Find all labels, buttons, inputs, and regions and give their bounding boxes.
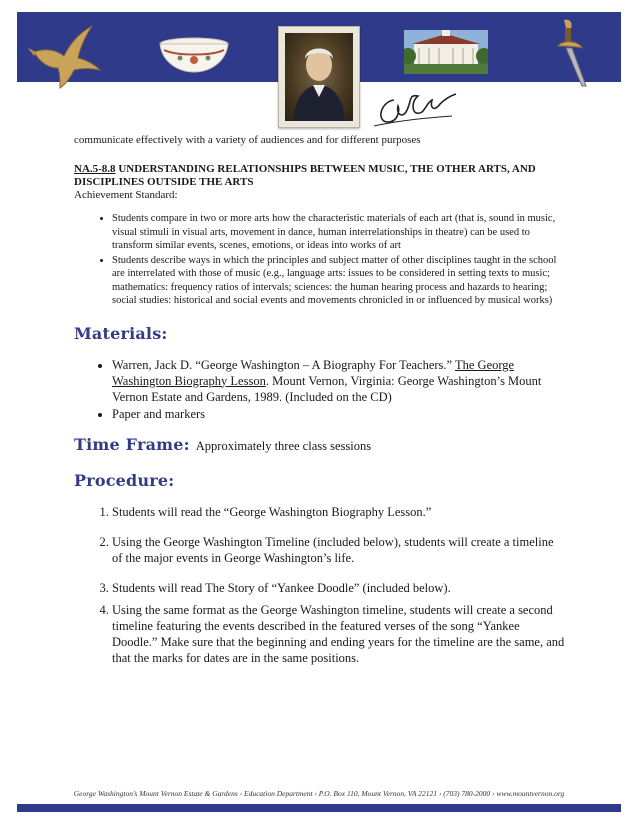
materials-text: . Mount Vernon, Virginia: George Washington’s Mount Vernon Estate and Gardens, 1989. (Included on the CD): [112, 373, 542, 404]
list-item: • Paper and markers: [112, 406, 566, 422]
procedure-heading: Procedure:: [74, 470, 175, 490]
sword-icon: [552, 16, 592, 88]
list-item: 3. Students will read The Story of “Yankee Doodle” (included below).: [112, 580, 566, 596]
list-item: 4. Using the same format as the George Washington timeline, students will create a second timeline featuring the events described in the featured verses of the song “Yankee Doodle.” Make sure that the beginning and ending years for the timeline are the same, and that the marks for dates are in the same positions.: [112, 602, 566, 666]
list-item: 1. Students will read the “George Washington Biography Lesson.”: [112, 504, 566, 520]
list-item: • Students describe ways in which the principles and subject matter of other disciplines taught in the school are interrelated with those of music (e.g., language arts: issues to be considered in setting texts to music; mathematics: frequency ratios of intervals; sciences: the human hearing process and hazards to hearing; social studies: historical and social events and movements chronicled in or influenced by musical works): [112, 254, 566, 308]
intro-line: communicate effectively with a variety of audiences and for different purposes: [74, 134, 421, 146]
procedure-list: [74, 504, 566, 666]
materials-link[interactable]: The George Washington Biography Lesson: [112, 357, 515, 388]
list-item: • Students compare in two or more arts how the characteristic materials of each art (that is, sound in music, visual stimuli in visual arts, movement in dance, human interrelationships in theatre) can be used to transform similar events, scenes, emotions, or ideas into works of art: [112, 212, 566, 253]
porcelain-bowl-icon: [156, 36, 232, 76]
page-content: [74, 134, 566, 666]
standard-list: [74, 212, 566, 308]
standard-heading: [74, 163, 566, 189]
footer-band: [17, 804, 621, 812]
standard-code: NA.5-8.8: [74, 163, 116, 175]
list-item: 2. Using the George Washington Timeline (included below), students will create a timeline of the major events in George Washington’s life.: [112, 534, 566, 566]
timeframe-heading: Time Frame:: [74, 434, 190, 454]
eagle-icon: [26, 22, 106, 92]
footer-text: George Washington’s Mount Vernon Estate & Gardens › Education Department › P.O. Box 110, Mount Vernon, VA 22121 › (703) 780-2000 › www.mountvernon.org: [73, 789, 565, 798]
washington-portrait: [278, 26, 360, 128]
gw-signature: [372, 88, 460, 130]
list-item: [112, 357, 566, 405]
materials-list: [74, 357, 566, 422]
timeframe-text: Approximately three class sessions: [195, 438, 372, 453]
materials-text: Warren, Jack D. “George Washington – A Biography For Teachers.”: [112, 357, 455, 372]
timeframe-row: [74, 435, 566, 454]
standard-subtitle: Achievement Standard:: [74, 189, 178, 201]
standard-title: UNDERSTANDING RELATIONSHIPS BETWEEN MUSIC, THE OTHER ARTS, AND DISCIPLINES OUTSIDE THE ARTS: [74, 163, 536, 188]
mansion-photo: [404, 30, 488, 74]
portrait-figure-icon: [285, 33, 353, 121]
materials-heading: Materials:: [74, 323, 168, 343]
